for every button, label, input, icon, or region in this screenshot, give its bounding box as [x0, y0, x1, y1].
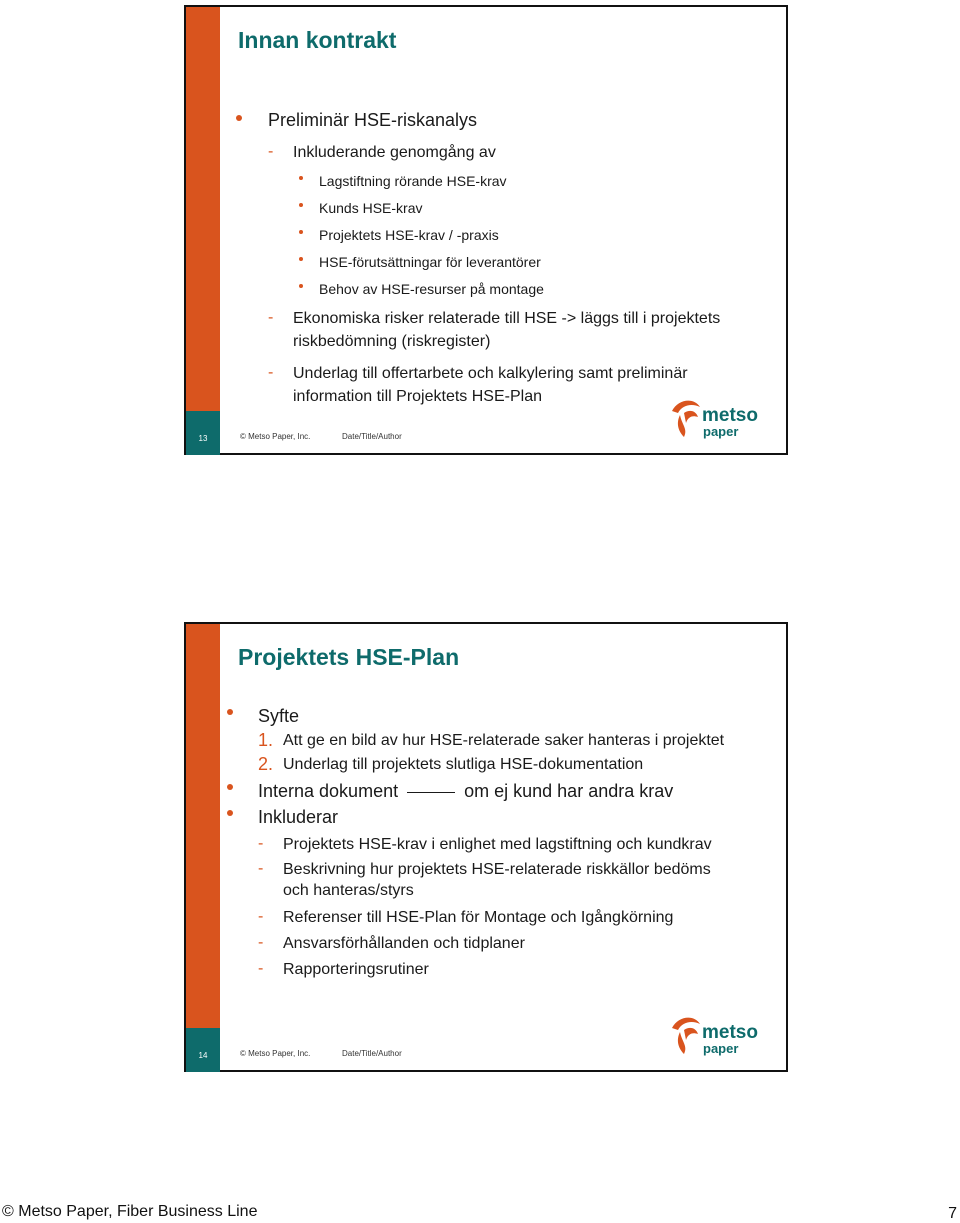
slide-side-bar: [186, 624, 220, 1028]
bullet-icon: [227, 810, 233, 816]
svg-text:paper: paper: [703, 424, 739, 439]
dash-icon: -: [258, 960, 264, 977]
list-item: Projektets HSE-krav i enlighet med lagstiftning och kundkrav: [283, 836, 712, 853]
slide-number: 13: [198, 434, 208, 443]
dash-icon: -: [258, 908, 264, 925]
bullet-icon: [299, 176, 303, 180]
page-number: 7: [948, 1205, 957, 1222]
list-item: Att ge en bild av hur HSE-relaterade saker hanteras i projektet: [283, 732, 725, 749]
bullet-icon: [299, 203, 303, 207]
date-title-author: Date/Title/Author: [342, 1049, 402, 1058]
list-item: HSE-förutsättningar för leverantörer: [319, 254, 541, 270]
list-item: [258, 782, 673, 800]
svg-text:metso: metso: [702, 405, 758, 426]
list-item: riskbedömning (riskregister): [293, 333, 491, 350]
list-item: Ekonomiska risker relaterade till HSE -> läggs till i projektets: [293, 310, 721, 327]
list-number: 2.: [258, 754, 274, 774]
metso-paper-logo: [670, 397, 764, 439]
bullet-icon: [299, 230, 303, 234]
slide-title: Innan kontrakt: [238, 27, 397, 53]
dash-icon: -: [258, 860, 264, 877]
slide-title: Projektets HSE-Plan: [238, 644, 460, 670]
bullet-icon: [227, 784, 233, 790]
list-item: Underlag till offertarbete och kalkylering samt preliminär: [293, 365, 688, 382]
list-item: Projektets HSE-krav / -praxis: [319, 227, 499, 243]
slide-14: [184, 622, 788, 1072]
list-item: Beskrivning hur projektets HSE-relaterade riskkällor bedöms: [283, 861, 711, 878]
list-item: Inkluderar: [258, 807, 339, 827]
em-dash: [407, 792, 455, 793]
bullet-icon: [299, 284, 303, 288]
bullet-icon: [227, 709, 233, 715]
dash-icon: -: [258, 934, 264, 951]
copyright-text: © Metso Paper, Inc.: [240, 432, 311, 441]
slide-number-box: [186, 411, 220, 455]
dash-icon: -: [258, 835, 264, 852]
list-item: Lagstiftning rörande HSE-krav: [319, 173, 507, 189]
copyright-text: © Metso Paper, Inc.: [240, 1049, 311, 1058]
list-item: Preliminär HSE-riskanalys: [268, 110, 478, 130]
list-item: Kunds HSE-krav: [319, 200, 423, 216]
list-item: Behov av HSE-resurser på montage: [319, 281, 544, 297]
date-title-author: Date/Title/Author: [342, 432, 402, 441]
bullet-icon: [299, 257, 303, 261]
slide-13: [184, 5, 788, 455]
bullet-icon: [236, 115, 242, 121]
list-item: Syfte: [258, 706, 300, 726]
dash-icon: -: [268, 309, 274, 326]
list-item: Ansvarsförhållanden och tidplaner: [283, 935, 525, 952]
metso-paper-logo: [670, 1014, 764, 1056]
list-item: information till Projektets HSE-Plan: [293, 388, 542, 405]
list-item: Referenser till HSE-Plan för Montage och Igångkörning: [283, 909, 674, 926]
list-item: Rapporteringsrutiner: [283, 961, 429, 978]
slide-number: 14: [198, 1051, 208, 1060]
slide-side-bar: [186, 7, 220, 411]
svg-text:paper: paper: [703, 1041, 739, 1056]
list-number: 1.: [258, 730, 274, 750]
list-item: Inkluderande genomgång av: [293, 144, 496, 161]
list-item: och hanteras/styrs: [283, 882, 414, 899]
list-item-text: om ej kund har andra krav: [464, 781, 674, 801]
dash-icon: -: [268, 364, 274, 381]
list-item-text: Interna dokument: [258, 781, 399, 801]
svg-text:metso: metso: [702, 1022, 758, 1043]
slide-number-box: [186, 1028, 220, 1072]
dash-icon: -: [268, 143, 274, 160]
list-item: Underlag till projektets slutliga HSE-dokumentation: [283, 756, 644, 773]
page-footer: © Metso Paper, Fiber Business Line: [2, 1203, 258, 1220]
